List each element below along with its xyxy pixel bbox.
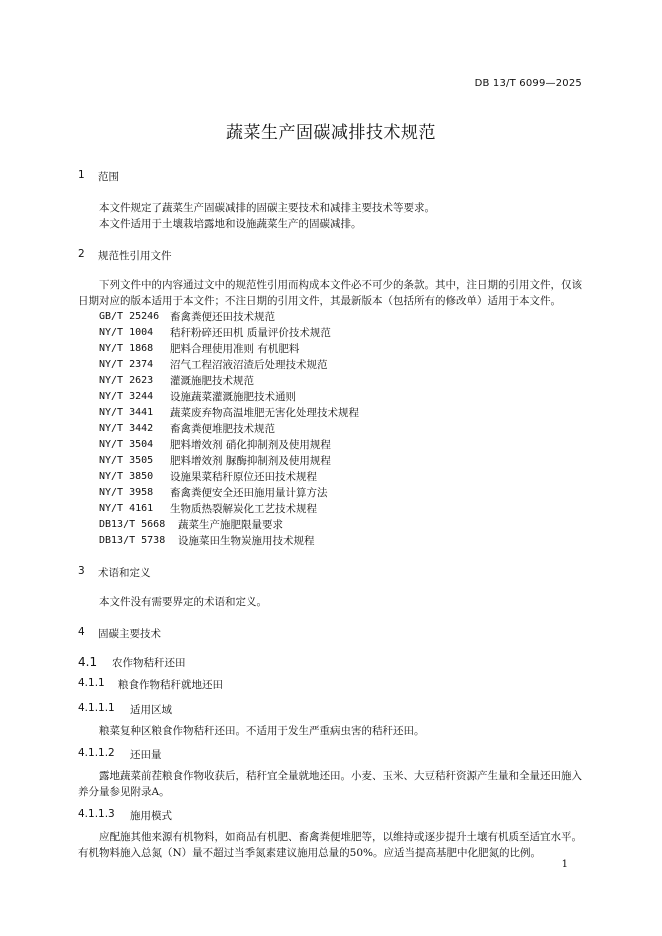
reference-item (78, 453, 584, 469)
reference-code: NY/T 3850 (99, 471, 154, 482)
section-title: 粮食作物秸秆就地还田 (118, 679, 223, 691)
section-4-heading (78, 626, 584, 641)
reference-item (78, 501, 584, 517)
reference-code: NY/T 3442 (99, 423, 154, 434)
subsection-4-1-1-2-heading (78, 747, 584, 762)
reference-code: NY/T 3441 (99, 407, 154, 418)
section-number: 3 (78, 565, 85, 577)
reference-item (78, 421, 584, 437)
paragraph: 粮菜复种区粮食作物秸秆还田。不适用于发生严重病虫害的秸秆还田。 (99, 725, 425, 737)
reference-name: 生物质热裂解炭化工艺技术规程 (170, 503, 317, 515)
reference-item (78, 341, 584, 357)
reference-name: 畜禽粪便还田技术规范 (170, 311, 275, 323)
paragraph: 本文件适用于土壤栽培露地和设施蔬菜生产的固碳减排。 (99, 218, 362, 230)
section-title: 农作物秸秆还田 (112, 657, 186, 669)
section-number: 4.1.1 (78, 677, 105, 689)
document-code: DB 13/T 6099—2025 (474, 78, 582, 89)
section-title: 适用区域 (130, 704, 172, 716)
paragraph: 下列文件中的内容通过文中的规范性引用而构成本文件必不可少的条款。其中，注日期的引用文件，仅该日期对应的版本适用于本文件；不注日期的引用文件，其最新版本（包括所有的修改单）适用于本文件。 (78, 279, 582, 307)
reference-code: DB13/T 5738 (99, 535, 166, 546)
page-title: 蔬菜生产固碳减排技术规范 (226, 123, 436, 143)
page-number: 1 (561, 859, 568, 870)
section-number: 4 (78, 626, 85, 638)
reference-name: 秸秆粉碎还田机 质量评价技术规范 (170, 327, 331, 339)
section-3-heading (78, 565, 584, 580)
reference-code: NY/T 3958 (99, 487, 154, 498)
reference-name: 畜禽粪便堆肥技术规范 (170, 423, 275, 435)
reference-code: NY/T 2374 (99, 359, 154, 370)
reference-name: 蔬菜生产施肥限量要求 (178, 519, 283, 531)
section-title: 规范性引用文件 (98, 250, 172, 262)
reference-code: NY/T 4161 (99, 503, 154, 514)
paragraph: 本文件没有需要界定的术语和定义。 (99, 596, 267, 608)
reference-code: NY/T 3504 (99, 439, 154, 450)
reference-name: 肥料增效剂 硝化抑制剂及使用规程 (170, 439, 331, 451)
subsection-4-1-1-heading (78, 677, 584, 692)
section-title: 施用模式 (130, 810, 172, 822)
reference-name: 畜禽粪便安全还田施用量计算方法 (170, 487, 328, 499)
reference-list (78, 309, 584, 549)
subsection-4-1-1-1-heading (78, 702, 584, 717)
reference-item (78, 325, 584, 341)
document-body (78, 160, 584, 861)
section-title: 术语和定义 (98, 567, 151, 579)
reference-code: GB/T 25246 (99, 311, 160, 322)
section-number: 1 (78, 169, 85, 181)
reference-item (78, 309, 584, 325)
subsection-4-1-heading (78, 655, 584, 670)
section-number: 4.1.1.1 (78, 702, 115, 714)
reference-name: 蔬菜废弃物高温堆肥无害化处理技术规程 (170, 407, 359, 419)
reference-item (78, 437, 584, 453)
reference-name: 设施蔬菜灌溉施肥技术通则 (170, 391, 296, 403)
section-title: 还田量 (130, 749, 162, 761)
section-number: 4.1.1.2 (78, 747, 115, 759)
section-title: 固碳主要技术 (98, 628, 161, 640)
reference-code: NY/T 1004 (99, 327, 154, 338)
reference-code: NY/T 3244 (99, 391, 154, 402)
reference-code: DB13/T 5668 (99, 519, 166, 530)
paragraph: 露地蔬菜前茬粮食作物收获后，秸秆宜全量就地还田。小麦、玉米、大豆秸秆资源产生量和全量还田施入养分量参见附录A。 (78, 770, 582, 798)
reference-item (78, 405, 584, 421)
paragraph: 应配施其他来源有机物料，如商品有机肥、畜禽粪便堆肥等，以维持或逐步提升土壤有机质至适宜水平。有机物料施入总氮（N）量不超过当季氮素建议施用总量的50%。应适当提高基肥中化肥氮的比例。 (78, 831, 582, 859)
reference-name: 设施果菜秸秆原位还田技术规程 (170, 471, 317, 483)
reference-code: NY/T 3505 (99, 455, 154, 466)
paragraph: 本文件规定了蔬菜生产固碳减排的固碳主要技术和减排主要技术等要求。 (99, 202, 435, 214)
reference-item (78, 485, 584, 501)
subsection-4-1-1-3-heading (78, 808, 584, 823)
reference-name: 灌溉施肥技术规范 (170, 375, 254, 387)
reference-name: 设施菜田生物炭施用技术规程 (178, 535, 315, 547)
section-title: 范围 (98, 171, 119, 183)
reference-item (78, 469, 584, 485)
reference-name: 沼气工程沼液沼渣后处理技术规范 (170, 359, 328, 371)
section-1-heading (78, 169, 584, 184)
reference-name: 肥料增效剂 脲酶抑制剂及使用规程 (170, 455, 331, 467)
reference-item (78, 357, 584, 373)
reference-name: 肥料合理使用准则 有机肥料 (170, 343, 300, 355)
section-number: 4.1 (78, 655, 98, 669)
reference-code: NY/T 2623 (99, 375, 154, 386)
section-number: 4.1.1.3 (78, 808, 115, 820)
section-2-heading (78, 248, 584, 263)
reference-item (78, 533, 584, 549)
reference-code: NY/T 1868 (99, 343, 154, 354)
reference-item (78, 517, 584, 533)
reference-item (78, 389, 584, 405)
section-number: 2 (78, 248, 85, 260)
reference-item (78, 373, 584, 389)
